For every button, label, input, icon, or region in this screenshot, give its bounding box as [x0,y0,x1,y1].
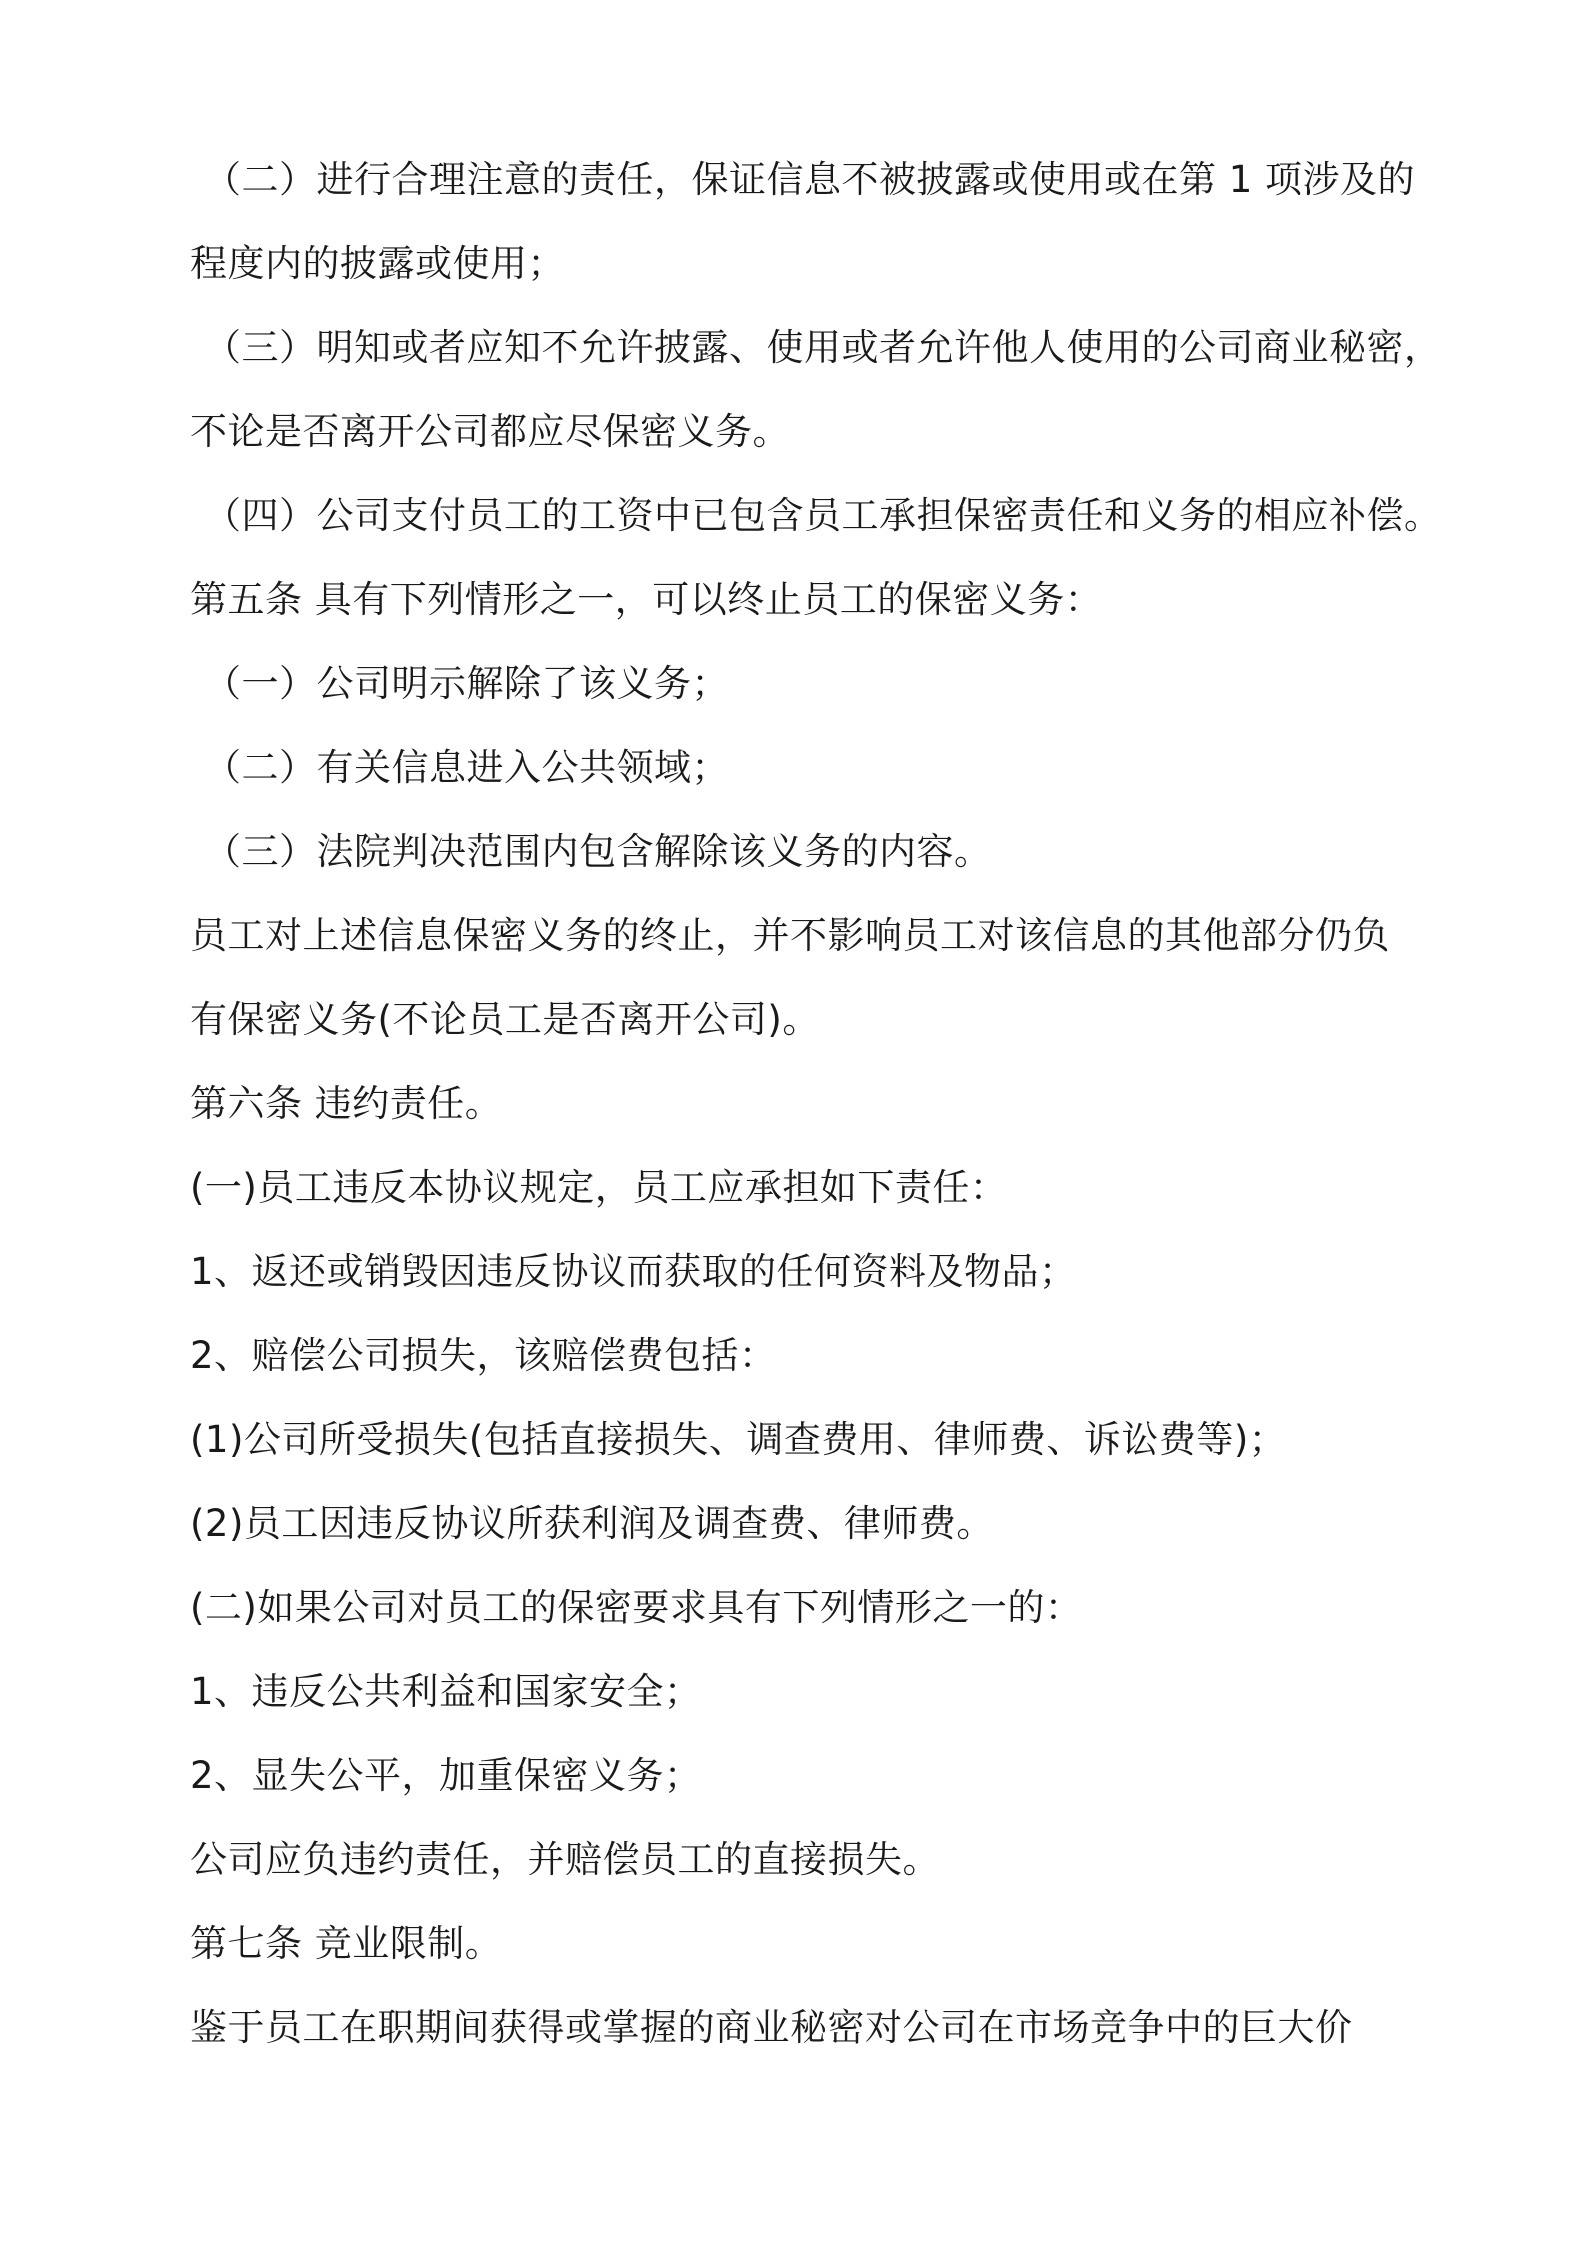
paragraph-line: (一)员工违反本协议规定，员工应承担如下责任： [190,1166,1008,1209]
paragraph-line: 2、显失公平，加重保密义务； [190,1754,702,1797]
paragraph-line: 不论是否离开公司都应尽保密义务。 [190,410,790,453]
paragraph-line: （三）法院判决范围内包含解除该义务的内容。 [204,830,992,873]
document-body [190,138,1442,2070]
article-heading-6: 第六条 违约责任。 [190,1082,503,1125]
article-heading-7: 第七条 竞业限制。 [190,1922,503,1965]
paragraph-line: (2)员工因违反协议所获利润及调查费、律师费。 [190,1502,994,1545]
paragraph-line: （四）公司支付员工的工资中已包含员工承担保密责任和义务的相应补偿。 [204,494,1442,537]
paragraph-line: （三）明知或者应知不允许披露、使用或者允许他人使用的公司商业秘密， [204,326,1442,369]
paragraph-line: 程度内的披露或使用； [190,242,565,285]
paragraph-line: 公司应负违约责任，并赔偿员工的直接损失。 [190,1838,940,1881]
paragraph-line: （一）公司明示解除了该义务； [204,662,729,705]
paragraph-line: 1、违反公共利益和国家安全； [190,1670,702,1713]
paragraph-line: 有保密义务(不论员工是否离开公司)。 [190,998,820,1041]
paragraph-line: 2、赔偿公司损失，该赔偿费包括： [190,1334,777,1377]
article-heading-5: 第五条 具有下列情形之一，可以终止员工的保密义务： [190,578,1103,621]
paragraph-line: (1)公司所受损失(包括直接损失、调查费用、律师费、诉讼费等)； [190,1418,1287,1461]
paragraph-line: 鉴于员工在职期间获得或掌握的商业秘密对公司在市场竞争中的巨大价 [190,2006,1353,2049]
paragraph-line: (二)如果公司对员工的保密要求具有下列情形之一的： [190,1586,1083,1629]
paragraph-line: （二）进行合理注意的责任，保证信息不被披露或使用或在第 1 项涉及的 [204,158,1416,201]
paragraph-line: 员工对上述信息保密义务的终止，并不影响员工对该信息的其他部分仍负 [190,914,1390,957]
paragraph-line: （二）有关信息进入公共领域； [204,746,729,789]
paragraph-line: 1、返还或销毁因违反协议而获取的任何资料及物品； [190,1250,1077,1293]
